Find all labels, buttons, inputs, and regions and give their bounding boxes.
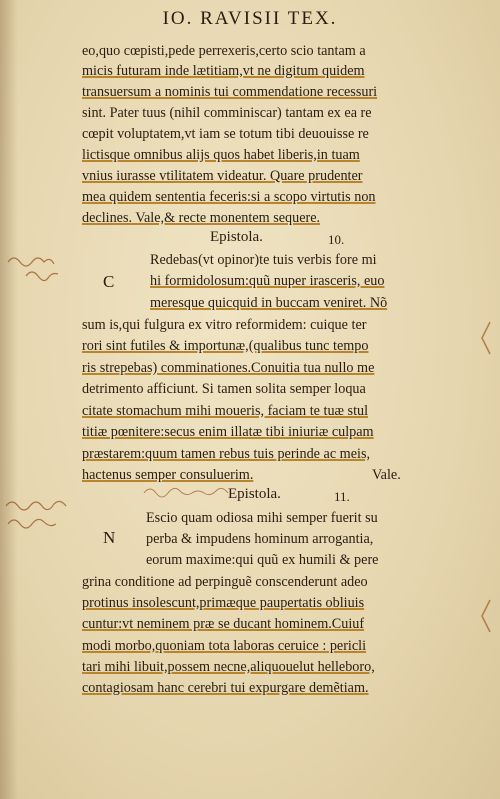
handwritten-marginalia bbox=[140, 481, 260, 503]
letter-heading: Epistola. bbox=[210, 229, 263, 245]
text-line: detrimento afficiunt. Si tamen solita semper loqua bbox=[82, 381, 366, 397]
running-head: IO. RAVISII TEX. bbox=[162, 8, 338, 29]
letter-number: 11. bbox=[334, 489, 350, 504]
handwritten-marginalia bbox=[0, 492, 100, 538]
drop-initial: C bbox=[103, 272, 115, 291]
margin-bracket-mark bbox=[478, 318, 494, 358]
text-line: cuntur:vt neminem præ se ducant hominem.Cuiuf bbox=[82, 616, 365, 632]
text-line: præstarem:quum tamen rebus tuis perinde ac meis, bbox=[82, 446, 371, 462]
text-line: rori sint futiles & importunæ,(qualibus tunc tempo bbox=[82, 338, 369, 354]
text-line: lictisque omnibus alijs quos habet liberis,in tuam bbox=[82, 147, 360, 163]
letter-number: 10. bbox=[328, 232, 345, 247]
margin-bracket-mark bbox=[478, 596, 494, 636]
text-line: citate stomachum mihi moueris, faciam te tuæ stul bbox=[82, 403, 369, 419]
text-line: declines. Vale,& recte monentem sequere. bbox=[82, 210, 321, 226]
closing-vale: Vale. bbox=[372, 467, 401, 483]
text-line: sint. Pater tuus (nihil comminiscar) tantam ex ea re bbox=[82, 105, 372, 121]
page-gutter-shadow bbox=[0, 0, 18, 799]
text-line: ris strepebas) comminationes.Conuitia tua nullo me bbox=[82, 360, 375, 376]
text-line: meresque quicquid in buccam veniret. Nõ bbox=[150, 295, 388, 311]
text-line: cœpit voluptatem,vt iam se totum tibi deuouisse re bbox=[82, 126, 369, 142]
text-line: grina conditione ad perpinguẽ conscenderunt adeo bbox=[82, 574, 368, 590]
text-line: mea quidem sententia feceris:si a scopo virtutis non bbox=[82, 189, 376, 205]
text-line: hi formidolosum:quũ nuper irasceris, euo bbox=[150, 273, 385, 289]
text-line: eorum maxime:qui quũ ex humili & pere bbox=[146, 552, 379, 568]
text-line: contagiosam hanc cerebri tui expurgare demẽtiam. bbox=[82, 680, 369, 696]
text-line: titiæ pœnitere:secus enim illatæ tibi iniuriæ culpam bbox=[82, 424, 374, 440]
text-line: Redebas(vt opinor)te tuis verbis fore mi bbox=[150, 252, 377, 268]
text-line: protinus insolescunt,primæque paupertatis obliuis bbox=[82, 595, 365, 611]
text-line: eo,quo cœpisti,pede perrexeris,certo scio tantam a bbox=[82, 43, 366, 59]
letter-heading: Epistola. bbox=[228, 486, 281, 502]
text-line: sum is,qui fulgura ex vitro reformidem: cuique ter bbox=[82, 317, 367, 333]
text-line: modi morbo,quoniam tota laboras ceruice : pericli bbox=[82, 638, 367, 654]
text-line: hactenus semper consuluerim. bbox=[82, 467, 254, 483]
handwritten-marginalia bbox=[4, 248, 94, 288]
text-line: Escio quam odiosa mihi semper fuerit su bbox=[146, 510, 378, 526]
text-line: tari mihi libuit,possem necne,aliquouelut helleboro, bbox=[82, 659, 375, 675]
drop-initial: N bbox=[103, 528, 116, 547]
text-line: perba & impudens hominum arrogantia, bbox=[146, 531, 374, 547]
text-line: micis futuram inde lætitiam,vt ne digitum quidem bbox=[82, 63, 365, 79]
text-line: vnius iurasse vtilitatem videatur. Quare prudenter bbox=[82, 168, 363, 184]
text-line: transuersum a nominis tui commendatione recessuri bbox=[82, 84, 378, 100]
